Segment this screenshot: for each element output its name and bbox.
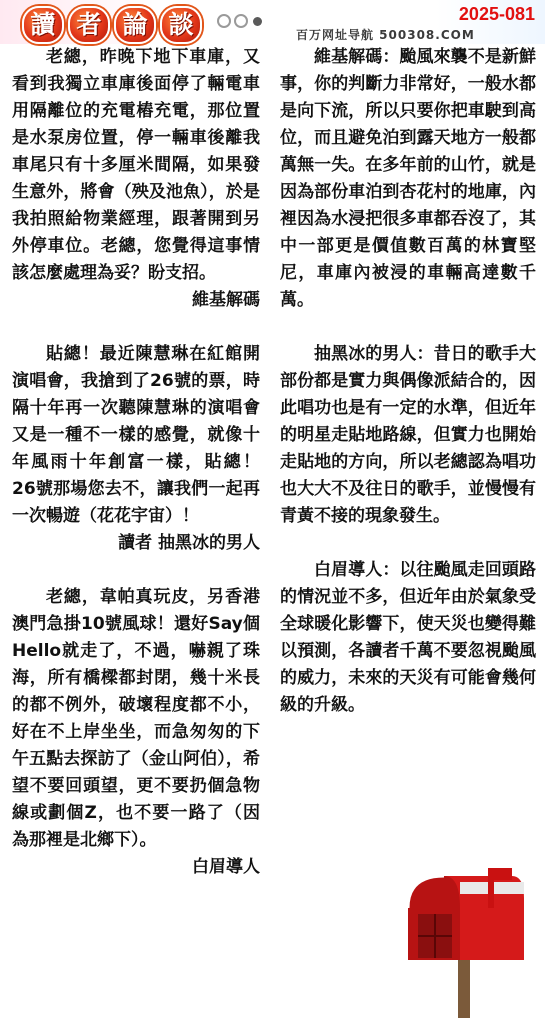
circle-icon	[217, 14, 231, 28]
letter-signature: 白眉導人	[192, 857, 260, 877]
editor-reply: 維基解碼：颱風來襲不是新鮮事，你的判斷力非常好，一般水都是向下流，所以只要你把車駛到高位，而且避免泊到露天地方一般都萬無一失。在多年前的山竹，就是因為部份車泊到杏花村的地庫，內裡因為水浸把很多車都吞沒了，其中一部更是價值數百萬的林寶堅尼，車庫內被浸的車輛高達數千萬。	[280, 47, 536, 310]
title-char: 談	[160, 6, 202, 44]
header	[0, 0, 545, 44]
editor-reply: 白眉導人：以往颱風走回頭路的情況並不多，但近年由於氣象受全球暖化影響下，使天災也變得難以預測，各讀者千萬不要忽視颱風的威力，未來的天災有可能會幾何級的升級。	[280, 560, 536, 715]
title-char: 讀	[22, 6, 64, 44]
editor-reply: 抽黑冰的男人：昔日的歌手大部份都是實力與偶像派結合的，因此唱功也是有一定的水準，但近年的明星走貼地路線，但實力也開始走貼地的方向，所以老總認為唱功也大大不及往日的歌手，並慢慢有青黃不接的現象發生。	[280, 344, 536, 526]
column-title	[22, 6, 202, 44]
reader-letter: 老總，昨晚下地下車庫，又看到我獨立車庫後面停了輛電車用隔離位的充電樁充電，那位置是水泵房位置，停一輛車後離我車尾只有十多厘米間隔，如果發生意外，將會（殃及池魚），於是我拍照給物業經理，跟著開到另外停車位。老總，您覺得這事情該怎麼處理為妥？盼支招。	[12, 47, 260, 283]
decorative-dots	[217, 14, 262, 28]
letter-signature: 讀者 抽黑冰的男人	[118, 533, 260, 553]
reader-letter: 老總，韋帕真玩皮，另香港澳門急掛10號風球！還好Say個Hello就走了，不過，嚇親了珠海，所有橋樑都封閉，幾十米長的都不例外，破壞程度都不小，好在不上岸坐坐，而急匆匆的下午五點去探訪了（金山阿伯），希望不要回頭望，更不要扔個急物線或劃個Z，也不要一路了（因為那裡是北鄉下）。	[12, 587, 260, 850]
circle-icon	[234, 14, 248, 28]
left-column	[12, 44, 260, 881]
right-column	[280, 44, 536, 719]
title-char: 者	[68, 6, 110, 44]
issue-number: 2025-081	[458, 4, 535, 24]
reader-letter: 貼總！最近陳慧琳在紅館開演唱會，我搶到了26號的票，時隔十年再一次聽陳慧琳的演唱會又是一種不一樣的感覺，就像十年風雨十年創富一樣，貼總！ 26號那場您去不，讓我們一起再一次暢遊（花花宇宙）！	[12, 344, 260, 526]
mailbox-icon	[400, 868, 530, 1018]
dot-icon	[253, 17, 262, 26]
letter-signature: 維基解碼	[192, 290, 260, 310]
title-char: 論	[114, 6, 156, 44]
watermark: 百万网址导航 500308.COM	[296, 28, 475, 42]
